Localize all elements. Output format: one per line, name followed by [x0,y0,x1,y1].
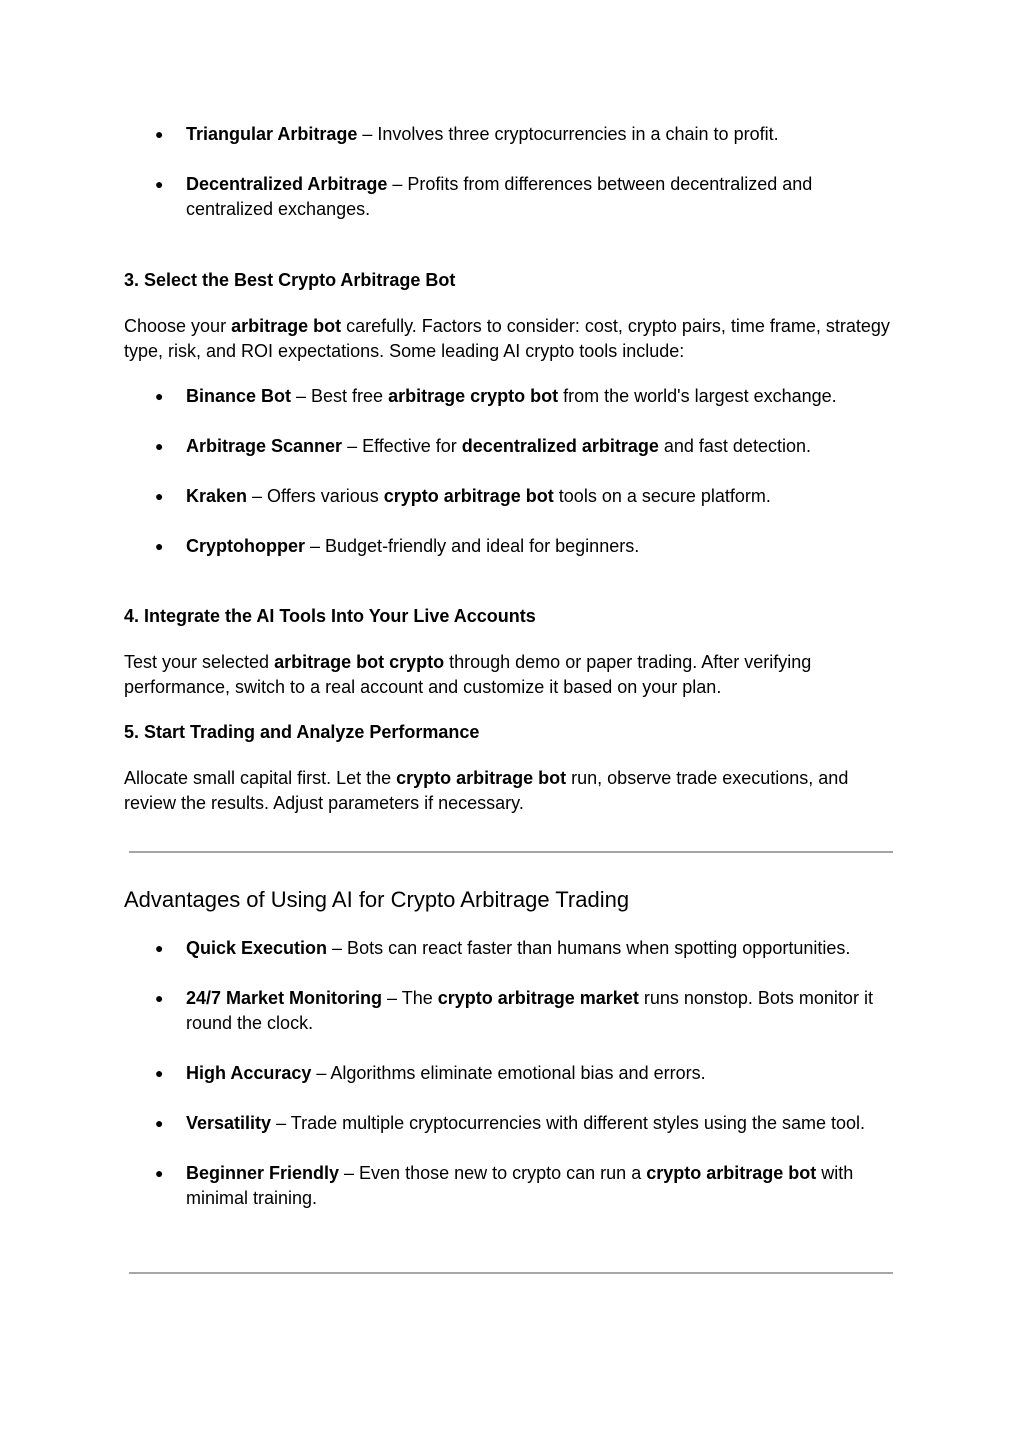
term: Beginner Friendly [186,1163,340,1183]
bullet-icon: ● [155,126,164,142]
list-item-cryptohopper: ● Cryptohopper – Budget-friendly and ideal for beginners. [186,534,916,559]
term: Decentralized Arbitrage [186,174,388,194]
section-5-heading: 5. Start Trading and Analyze Performance [124,722,480,742]
bullet-icon: ● [155,1065,164,1081]
term: Versatility [186,1113,272,1133]
bullet-icon: ● [155,940,164,956]
term: Arbitrage Scanner [186,436,343,456]
section-3-paragraph: Choose your arbitrage bot carefully. Factors to consider: cost, crypto pairs, time frame, strategy type, risk, and ROI expectations. Some leading AI crypto tools include: [124,316,890,361]
list-item-arbitrage-scanner: ● Arbitrage Scanner – Effective for decentralized arbitrage and fast detection. [186,434,916,459]
bullet-icon: ● [155,176,164,192]
term: Triangular Arbitrage [186,124,358,144]
term: High Accuracy [186,1063,312,1083]
list-item-high-accuracy: ● High Accuracy – Algorithms eliminate emotional bias and errors. [186,1061,916,1086]
bullet-icon: ● [155,1115,164,1131]
bullet-icon: ● [155,488,164,504]
bullet-icon: ● [155,538,164,554]
bullet-icon: ● [155,438,164,454]
horizontal-divider [129,1272,893,1274]
horizontal-divider [129,851,893,853]
bullet-icon: ● [155,1165,164,1181]
advantages-heading: Advantages of Using AI for Crypto Arbitrage Trading [124,887,630,912]
list-item-kraken: ● Kraken – Offers various crypto arbitrage bot tools on a secure platform. [186,484,916,509]
list-item-versatility: ● Versatility – Trade multiple cryptocurrencies with different styles using the same tool. [186,1111,926,1136]
section-3-heading: 3. Select the Best Crypto Arbitrage Bot [124,270,456,290]
list-item-quick-execution: ● Quick Execution – Bots can react faster than humans when spotting opportunities. [186,936,916,961]
bullet-icon: ● [155,388,164,404]
list-item-binance-bot: ● Binance Bot – Best free arbitrage crypto bot from the world's largest exchange. [186,384,916,409]
term: 24/7 Market Monitoring [186,988,383,1008]
bullet-icon: ● [155,990,164,1006]
term: Binance Bot [186,386,292,406]
list-item-decentralized-arbitrage [155,172,866,222]
list-item-market-monitoring: ● 24/7 Market Monitoring – The crypto arbitrage market runs nonstop. Bots monitor it round the clock. [155,988,873,1033]
list-item-triangular-arbitrage [155,122,916,147]
section-4-paragraph: Test your selected arbitrage bot crypto through demo or paper trading. After verifying performance, switch to a real account and customize it based on your plan. [124,652,812,697]
term: Kraken [186,486,248,506]
section-4-heading: 4. Integrate the AI Tools Into Your Live Accounts [124,606,536,626]
list-item-beginner-friendly: ● Beginner Friendly – Even those new to crypto can run a crypto arbitrage bot with minimal training. [155,1163,854,1208]
term: Quick Execution [186,938,328,958]
description: – Profits from differences between decentralized and centralized exchanges. [186,174,813,219]
description: – Involves three cryptocurrencies in a chain to profit. [357,124,779,144]
section-5-paragraph: Allocate small capital first. Let the crypto arbitrage bot run, observe trade executions, and review the results. Adjust parameters if necessary. [124,768,849,813]
term: Cryptohopper [186,536,305,556]
